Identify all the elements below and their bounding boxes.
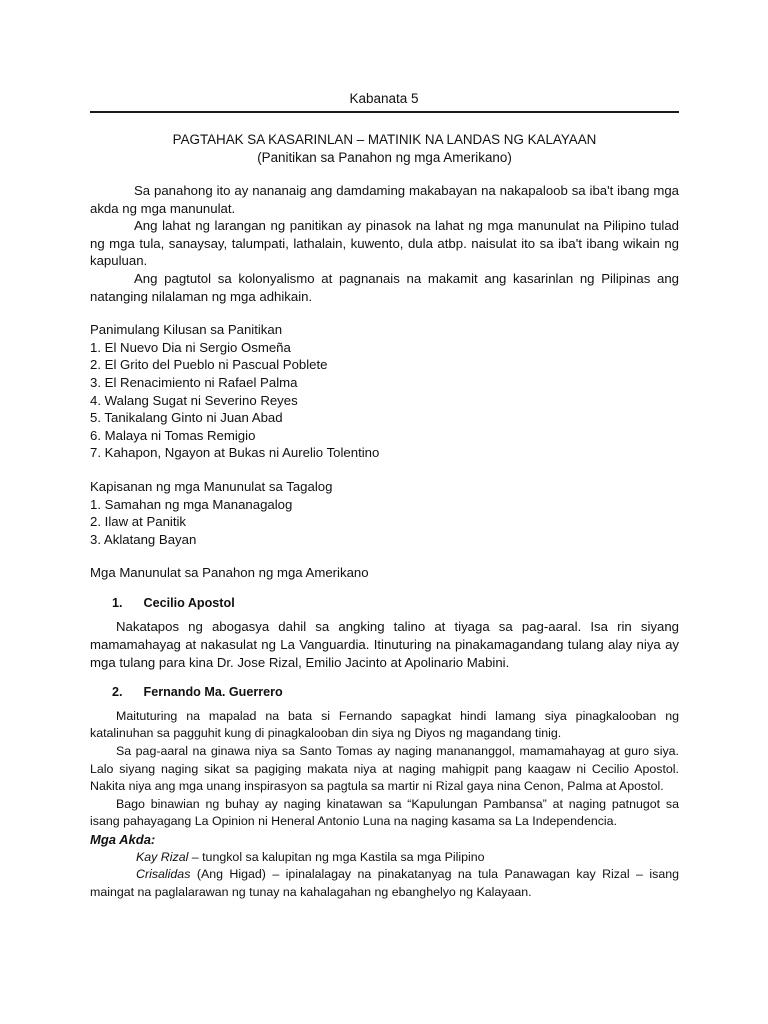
akda-heading: Mga Akda:	[90, 832, 156, 847]
akda-description: (Ang Higad) – ipinalalagay na pinakatanyag na tula Panawagan kay Rizal – isang maingat na paglalarawan ng tunay na kahalagahan ng ebanghelyo ng Kalayaan.	[90, 867, 679, 899]
list-item: 7. Kahapon, Ngayon at Bukas ni Aurelio Tolentino	[90, 445, 380, 461]
subtitle: (Panitikan sa Panahon ng mga Amerikano)	[257, 150, 512, 165]
list-item: 3. Aklatang Bayan	[90, 531, 197, 547]
author-paragraph: Bago binawian ng buhay ay naging kinatawan sa “Kapulungan Pambansa” at naging patnugot sa isang pahayagang La Opinion ni Heneral Antonio Luna na naging kasama sa La Independencia.	[90, 796, 679, 829]
author-heading: 2. Fernando Ma. Guerrero	[112, 685, 283, 700]
list-item: 6. Malaya ni Tomas Remigio	[90, 427, 256, 443]
author-paragraph: Maituturing na mapalad na bata si Fernando sapagkat hindi lamang siya pinagkalooban ng katalinuhan sa pagguhit kung di pinagkalooban din siya ng Diyos ng magandang tinig.	[90, 708, 679, 741]
panimula-heading: Panimulang Kilusan sa Panitikan	[90, 322, 283, 338]
list-item: 1. El Nuevo Dia ni Sergio Osmeña	[90, 339, 291, 355]
intro-paragraph: Sa panahong ito ay nananaig ang damdaming makabayan na nakapaloob sa iba't ibang mga akda ng mga manunulat.	[90, 183, 679, 216]
intro-paragraph: Ang lahat ng larangan ng panitikan ay pinasok na lahat ng mga manunulat na Pilipino tulad ng mga tula, sanaysay, talumpati, lathalain, kuwento, dula atbp. naisulat ito sa iba't ibang wikain ng kapuluan.	[90, 218, 679, 269]
header-rule	[90, 111, 679, 113]
author-paragraph: Nakatapos ng abogasya dahil sa angking talino at tiyaga sa pag-aaral. Isa rin siyang mamamahayag at nakasulat ng La Vanguardia. Itinuturing na pinakamagandang tulang alay niya ay mga tulang para kina Dr. Jose Rizal, Emilio Jacinto at Apolinario Mabini.	[90, 619, 679, 670]
manunulat-heading: Mga Manunulat sa Panahon ng mga Amerikano	[90, 565, 369, 581]
kapisanan-list	[90, 496, 679, 549]
chapter-heading: Kabanata 5	[349, 91, 419, 106]
akda-item	[90, 849, 679, 867]
document-body	[90, 182, 679, 901]
author-paragraph: Sa pag-aaral na ginawa niya sa Santo Tomas ay naging manananggol, mamamahayag at guro siya. Lalo siyang naging sikat sa pagiging makata niya at naging mahigpit pang kaagaw ni Cecilio Apostol. Nakita niya ang mga unang inspirasyon sa pagtula sa martir ni Rizal gaya nina Cenon, Palma at Apostol.	[90, 744, 679, 794]
akda-title: Kay Rizal	[136, 849, 189, 864]
list-item: 4. Walang Sugat ni Severino Reyes	[90, 392, 298, 408]
panimula-list	[90, 339, 679, 462]
kapisanan-heading: Kapisanan ng mga Manunulat sa Tagalog	[90, 478, 333, 494]
akda-description: – tungkol sa kalupitan ng mga Kastila sa mga Pilipino	[188, 849, 485, 864]
list-item: 3. El Renacimiento ni Rafael Palma	[90, 374, 298, 390]
title-block	[90, 131, 679, 167]
list-item: 2. El Grito del Pueblo ni Pascual Poblete	[90, 357, 328, 373]
author-heading: 1. Cecilio Apostol	[112, 595, 235, 610]
akda-item	[90, 866, 679, 901]
intro-paragraph: Ang pagtutol sa kolonyalismo at pagnanais na makamit ang kasarinlan ng Pilipinas ang natanging nilalaman ng mga adhikain.	[90, 270, 679, 304]
akda-title: Crisalidas	[136, 867, 191, 882]
main-title: PAGTAHAK SA KASARINLAN – MATINIK NA LANDAS NG KALAYAAN	[172, 132, 597, 147]
list-item: 1. Samahan ng mga Mananagalog	[90, 496, 293, 512]
list-item: 2. Ilaw at Panitik	[90, 514, 187, 530]
author-body	[90, 708, 679, 902]
list-item: 5. Tanikalang Ginto ni Juan Abad	[90, 410, 283, 426]
